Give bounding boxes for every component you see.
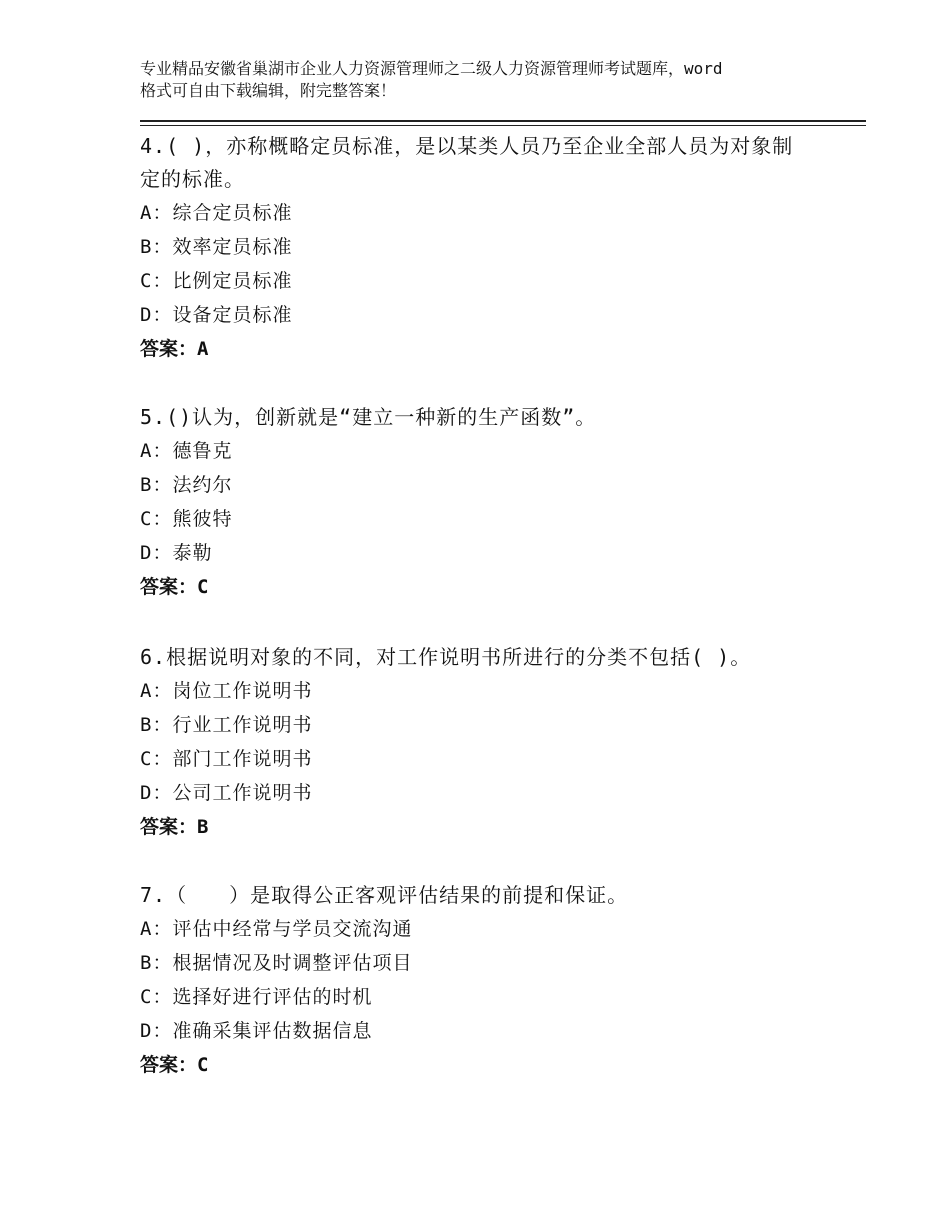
answer-line [140,332,830,366]
answer-line [140,810,830,844]
option-b: B：法约尔 [140,474,233,496]
option-d: D：泰勒 [140,542,213,564]
option-b: B：根据情况及时调整评估项目 [140,952,413,974]
answer-value: B [197,816,209,838]
header-line-1: 专业精品安徽省巢湖市企业人力资源管理师之二级人力资源管理师考试题库，word [140,59,723,78]
option-a: A：评估中经常与学员交流沟通 [140,918,413,940]
option-c: C：比例定员标准 [140,270,293,292]
answer-line [140,570,830,604]
option-b: B：行业工作说明书 [140,714,313,736]
option-a: A：德鲁克 [140,440,233,462]
option-d: D：公司工作说明书 [140,782,313,804]
option-d: D：设备定员标准 [140,304,293,326]
question-7 [140,878,830,1082]
document-header [140,58,830,102]
answer-value: C [197,576,209,598]
option-d: D：准确采集评估数据信息 [140,1020,373,1042]
document-page [140,0,868,1230]
header-line-2: 格式可自由下载编辑，附完整答案！ [140,81,397,100]
question-stem: 6.根据说明对象的不同，对工作说明书所进行的分类不包括( )。 [140,645,752,669]
question-stem: 5.()认为，创新就是“建立一种新的生产函数”。 [140,405,597,429]
stem-line-1: 4.( )，亦称概略定员标准，是以某类人员乃至企业全部人员为对象制 [140,134,794,158]
answer-line [140,1048,830,1082]
option-a: A：综合定员标准 [140,202,293,224]
question-stem: 7.（ ）是取得公正客观评估结果的前提和保证。 [140,883,629,907]
question-stem [140,128,830,196]
answer-label: 答案： [140,338,198,360]
question-5 [140,400,830,604]
answer-label: 答案： [140,1054,198,1076]
stem-line-2: 定的标准。 [140,167,245,191]
header-divider-thin [140,125,866,126]
option-c: C：部门工作说明书 [140,748,313,770]
option-c: C：熊彼特 [140,508,233,530]
question-6 [140,640,830,844]
header-divider-thick [140,120,866,122]
question-4 [140,128,830,366]
option-c: C：选择好进行评估的时机 [140,986,373,1008]
answer-value: C [197,1054,209,1076]
option-a: A：岗位工作说明书 [140,680,313,702]
option-b: B：效率定员标准 [140,236,293,258]
answer-value: A [197,338,209,360]
answer-label: 答案： [140,576,198,598]
answer-label: 答案： [140,816,198,838]
